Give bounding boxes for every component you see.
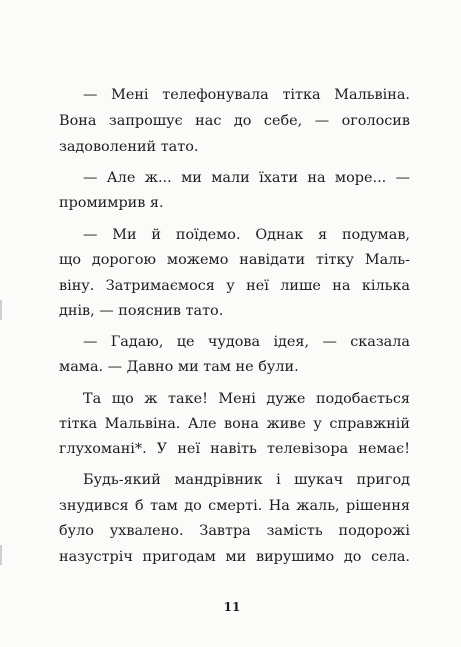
text-line: було ухвалено. Завтра замість подорожі — [59, 523, 410, 539]
text-line: — Гадаю, це чудова ідея, — сказала — [83, 334, 410, 350]
text-line: Будь-який мандрівник і шукач пригод — [83, 472, 410, 488]
text-line: Та що ж таке! Мені дуже подобається — [83, 391, 410, 407]
text-line: назустріч пригодам ми вирушимо до села. — [59, 549, 410, 565]
page-edge-mark-top — [0, 300, 2, 320]
text-line: що дорогою можемо навідати тітку Маль- — [59, 252, 410, 268]
text-line: Вона запрошує нас до себе, — оголосив — [59, 113, 410, 129]
page-edge-mark-bottom — [0, 545, 2, 565]
text-line: задоволений тато. — [59, 139, 199, 155]
text-line: тітка Мальвіна. Але вона живе у справжній — [59, 416, 410, 432]
text-line: глухомані*. У неї навіть телевізора немає! — [59, 441, 410, 457]
text-line: — Але ж... ми мали їхати на море... — — [83, 170, 410, 186]
text-line: днів, — пояснив тато. — [59, 303, 224, 319]
text-line: знудився б там до смерті. На жаль, рішення — [59, 498, 410, 514]
text-line: мама. — Давно ми там не були. — [59, 359, 299, 375]
text-line: віну. Затримаємося у неї лише на кілька — [59, 278, 410, 294]
text-line: — Ми й поїдемо. Однак я подумав, — [83, 227, 410, 243]
text-line: промимрив я. — [59, 195, 164, 211]
text-line: — Мені телефонувала тітка Мальвіна. — [83, 87, 410, 103]
page-number: 11 — [223, 600, 241, 614]
